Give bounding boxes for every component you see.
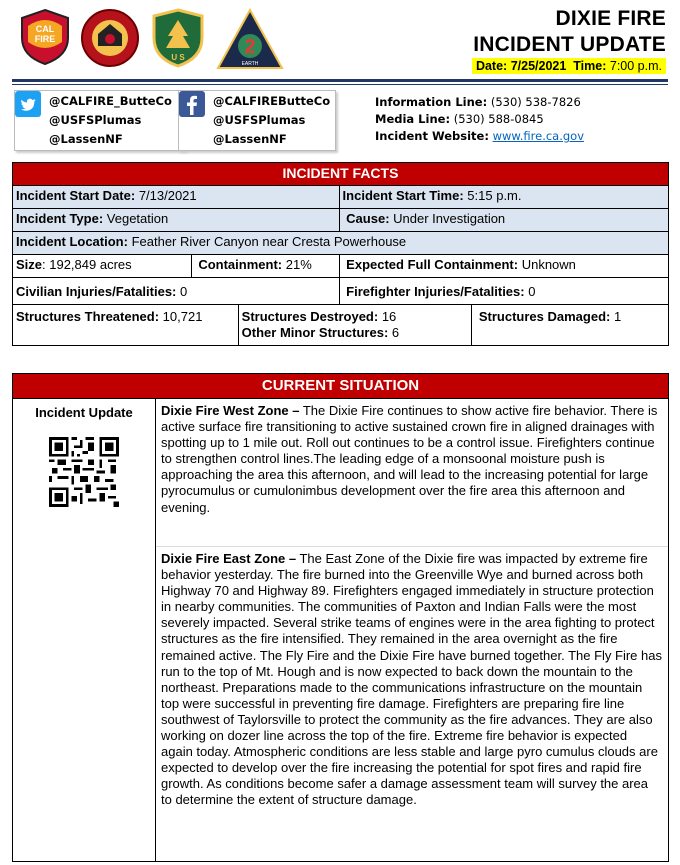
expected-containment-cell: Expected Full Containment: Unknown <box>339 255 668 278</box>
structures-destroyed-cell: Structures Destroyed: 16 Other Minor Structures: 6 <box>238 305 472 346</box>
facebook-handle-1[interactable]: @CALFIREButteCo <box>213 94 331 108</box>
situation-text-column <box>156 399 668 861</box>
facebook-handle-3[interactable]: @LassenNF <box>213 132 287 146</box>
start-time-cell: Incident Start Time: 5:15 p.m. <box>339 186 668 209</box>
document-title <box>473 6 666 58</box>
title-line-1: DIXIE FIRE <box>555 7 666 30</box>
firefighter-injuries-cell: Firefighter Injuries/Fatalities: 0 <box>339 278 668 305</box>
current-situation-header: CURRENT SITUATION <box>13 374 668 399</box>
media-line-value: (530) 588-0845 <box>453 112 544 126</box>
twitter-box <box>14 90 186 151</box>
west-zone-title: Dixie Fire West Zone – <box>161 403 300 418</box>
incident-update-label: Incident Update <box>35 405 133 420</box>
structures-damaged-cell: Structures Damaged: 1 <box>472 305 669 346</box>
date-time-box <box>472 58 666 74</box>
twitter-handle-1[interactable]: @CALFIRE_ButteCo <box>49 94 172 108</box>
current-situation-section <box>12 373 669 862</box>
east-zone-paragraph <box>156 547 668 809</box>
incident-facts-table <box>12 162 669 346</box>
forest-service-logo <box>150 8 206 73</box>
incident-type-cell: Incident Type: Vegetation <box>13 209 340 232</box>
facebook-handle-2[interactable]: @USFSPlumas <box>213 113 306 127</box>
butte-county-seal <box>80 8 140 73</box>
containment-cell: Containment: 21% <box>191 255 339 278</box>
contact-info <box>375 94 584 145</box>
title-line-2: INCIDENT UPDATE <box>473 33 666 56</box>
usfs-letters: U S <box>171 53 185 62</box>
info-line-label: Information Line: <box>375 95 488 109</box>
date-value: 7/25/2021 <box>510 59 567 73</box>
time-label: Time: <box>573 59 607 73</box>
team-number: 2 <box>244 36 256 58</box>
agency-logos <box>18 8 288 72</box>
incident-team-logo <box>216 8 284 75</box>
twitter-handle-3[interactable]: @LassenNF <box>49 132 123 146</box>
location-cell: Incident Location: Feather River Canyon near Cresta Powerhouse <box>13 232 669 255</box>
time-value: 7:00 p.m. <box>609 59 662 73</box>
size-cell: Size: 192,849 acres <box>13 255 192 278</box>
west-zone-paragraph <box>156 399 668 546</box>
info-line-value: (530) 538-7826 <box>490 95 581 109</box>
header-rule <box>12 79 668 82</box>
calfire-text-2: FIRE <box>34 34 56 44</box>
east-zone-text: The East Zone of the Dixie fire was impacted by extreme fire behavior yesterday. The fire burned into the Greenville Wye and burned across both Highway 70 and Highway 89. Firefighters engaged immediately in structure protection in nearby communities. The communities of Paxton and Indian Falls were the most severely impacted. Several strike teams of engines were in the area fighting to protect structures as the fire intensified. They remained in the area overnight as the fire remained active. The Fly Fire and the Dixie Fire have burned together. The Fly Fire has run to the top of Mt. Hough and is now expected to back down the mountain to the northeast. Preparations made to the communications infrastructure on the mountain top were successful in preventing fire damage. Firefighters are preparing fire line southwest of Taylorsville to protect the community as the fire advances. They are also working on dozer line across the top of the fire. Extreme fire behavior is expected again today. Atmospheric conditions are less stable and large pyro cumulus clouds are expected to develop over the fire increasing the potential for spot fires and rapid fire growth. As conditions become safer a damage assessment team will survey the area to determine the extent of structure damage. <box>161 551 662 808</box>
start-date-cell: Incident Start Date: 7/13/2021 <box>13 186 340 209</box>
west-zone-text: The Dixie Fire continues to show active fire behavior. There is active surface fire transitioning to active sustained crown fire in aligned drainages with spotting up to 1 mile out. Roll out continues to be a control issue. Firefighters continue to strengthen control lines.The leading edge of a monsoonal moisture push is approaching the area this afternoon, and will lead to the increasing potential for large pyrocumulus or cumulonimbus development over the fire area this afternoon and evening. <box>161 403 658 515</box>
calfire-logo <box>18 8 72 71</box>
twitter-icon[interactable] <box>15 91 41 117</box>
qr-code[interactable] <box>49 437 119 507</box>
header-rule-thin <box>12 84 668 85</box>
structures-threatened-cell: Structures Threatened: 10,721 <box>13 305 239 346</box>
team-text: EARTH <box>241 61 259 67</box>
date-label: Date: <box>475 59 508 73</box>
civilian-injuries-cell: Civilian Injuries/Fatalities: 0 <box>13 278 340 305</box>
facebook-icon[interactable] <box>179 91 205 117</box>
website-label: Incident Website: <box>375 129 489 143</box>
media-line-label: Media Line: <box>375 112 451 126</box>
incident-facts-header: INCIDENT FACTS <box>13 163 669 186</box>
east-zone-title: Dixie Fire East Zone – <box>161 551 297 566</box>
website-link[interactable]: www.fire.ca.gov <box>492 129 585 143</box>
calfire-text-1: CAL <box>35 24 55 34</box>
incident-update-column <box>13 399 156 861</box>
twitter-handle-2[interactable]: @USFSPlumas <box>49 113 142 127</box>
cause-cell: Cause: Under Investigation <box>339 209 668 232</box>
facebook-box <box>178 90 336 151</box>
